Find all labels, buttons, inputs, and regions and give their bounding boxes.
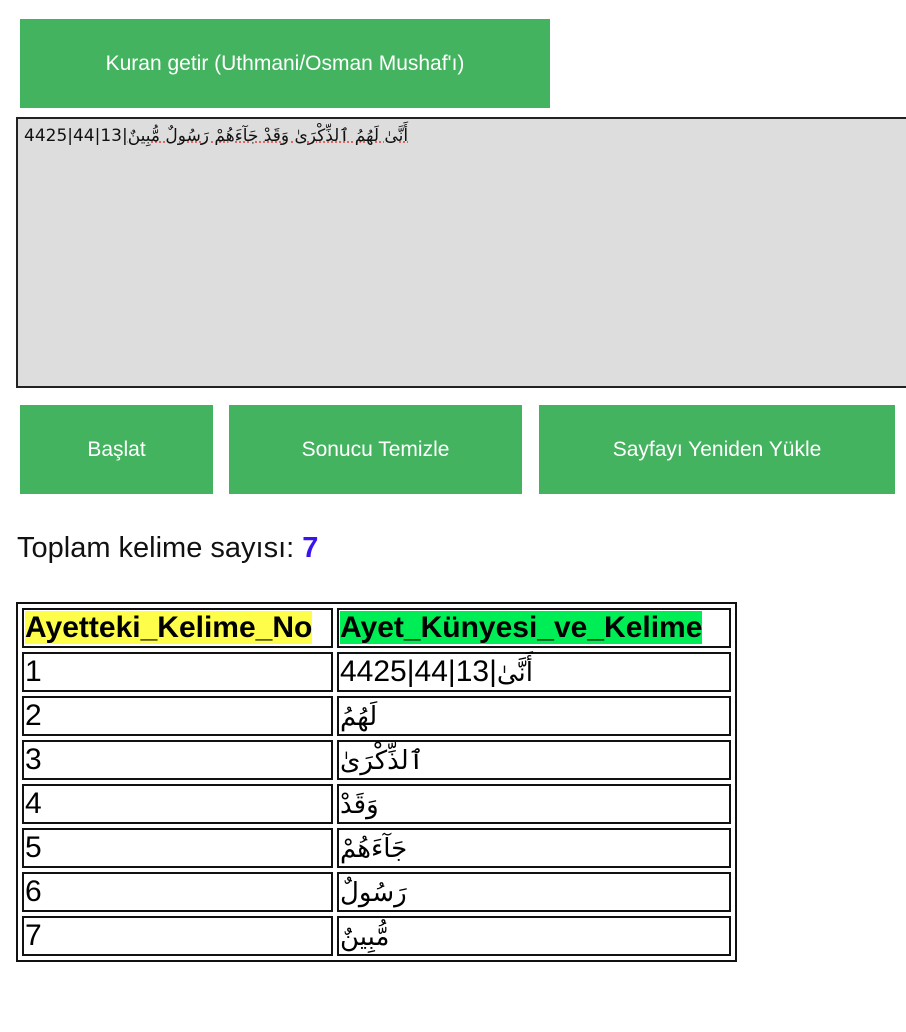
- word-no-cell: 3: [22, 740, 333, 780]
- word-no-cell: 1: [22, 652, 333, 692]
- start-button[interactable]: Başlat: [20, 405, 213, 494]
- word-count-value: 7: [302, 532, 319, 564]
- arabic-word: مُّبِينٌ: [340, 922, 390, 952]
- verse-word-cell: [337, 916, 731, 956]
- arabic-word: وَقَدْ: [340, 790, 379, 820]
- verse-ref-text: 4425|44|13|: [340, 655, 497, 688]
- verse-word-cell: [337, 784, 731, 824]
- word-no-cell: 6: [22, 872, 333, 912]
- table-row: [22, 916, 731, 956]
- header-verse-word: [337, 608, 731, 648]
- arabic-word: لَهُمُ: [340, 702, 378, 732]
- fetch-quran-button[interactable]: Kuran getir (Uthmani/Osman Mushaf'ı): [20, 19, 550, 108]
- verse-word-cell: [337, 828, 731, 868]
- header-word-no: [22, 608, 333, 648]
- word-no-cell: 5: [22, 828, 333, 868]
- table-row: [22, 696, 731, 736]
- verse-input-textarea[interactable]: [16, 117, 906, 388]
- clear-result-button[interactable]: Sonucu Temizle: [229, 405, 522, 494]
- table-row: [22, 784, 731, 824]
- table-row: [22, 652, 731, 692]
- table-row: [22, 872, 731, 912]
- verse-word-cell: [337, 872, 731, 912]
- verse-word-cell: [337, 696, 731, 736]
- verse-reference: 4425|44|13|: [24, 126, 128, 146]
- word-no-cell: 4: [22, 784, 333, 824]
- table-header-row: [22, 608, 731, 648]
- verse-arabic-text: أَنَّىٰ لَهُمُ ٱلذِّكْرَىٰ وَقَدْ جَآءَهُمْ رَسُولٌ مُّبِينٌ: [127, 126, 409, 146]
- result-table: [16, 602, 737, 962]
- reload-page-button[interactable]: Sayfayı Yeniden Yükle: [539, 405, 895, 494]
- word-count-label: Toplam kelime sayısı:: [17, 532, 295, 564]
- arabic-word: ٱلذِّكْرَىٰ: [340, 746, 424, 776]
- header-verse-word-label: Ayet_Künyesi_ve_Kelime: [340, 611, 703, 644]
- table-row: [22, 740, 731, 780]
- header-word-no-label: Ayetteki_Kelime_No: [25, 611, 313, 644]
- verse-word-cell: [337, 740, 731, 780]
- word-count-line: [17, 532, 318, 565]
- word-no-cell: 2: [22, 696, 333, 736]
- arabic-word: جَآءَهُمْ: [340, 834, 408, 864]
- word-no-cell: 7: [22, 916, 333, 956]
- arabic-word: أَنَّىٰ: [496, 658, 533, 688]
- verse-word-cell: [337, 652, 731, 692]
- arabic-word: رَسُولٌ: [340, 878, 407, 908]
- table-row: [22, 828, 731, 868]
